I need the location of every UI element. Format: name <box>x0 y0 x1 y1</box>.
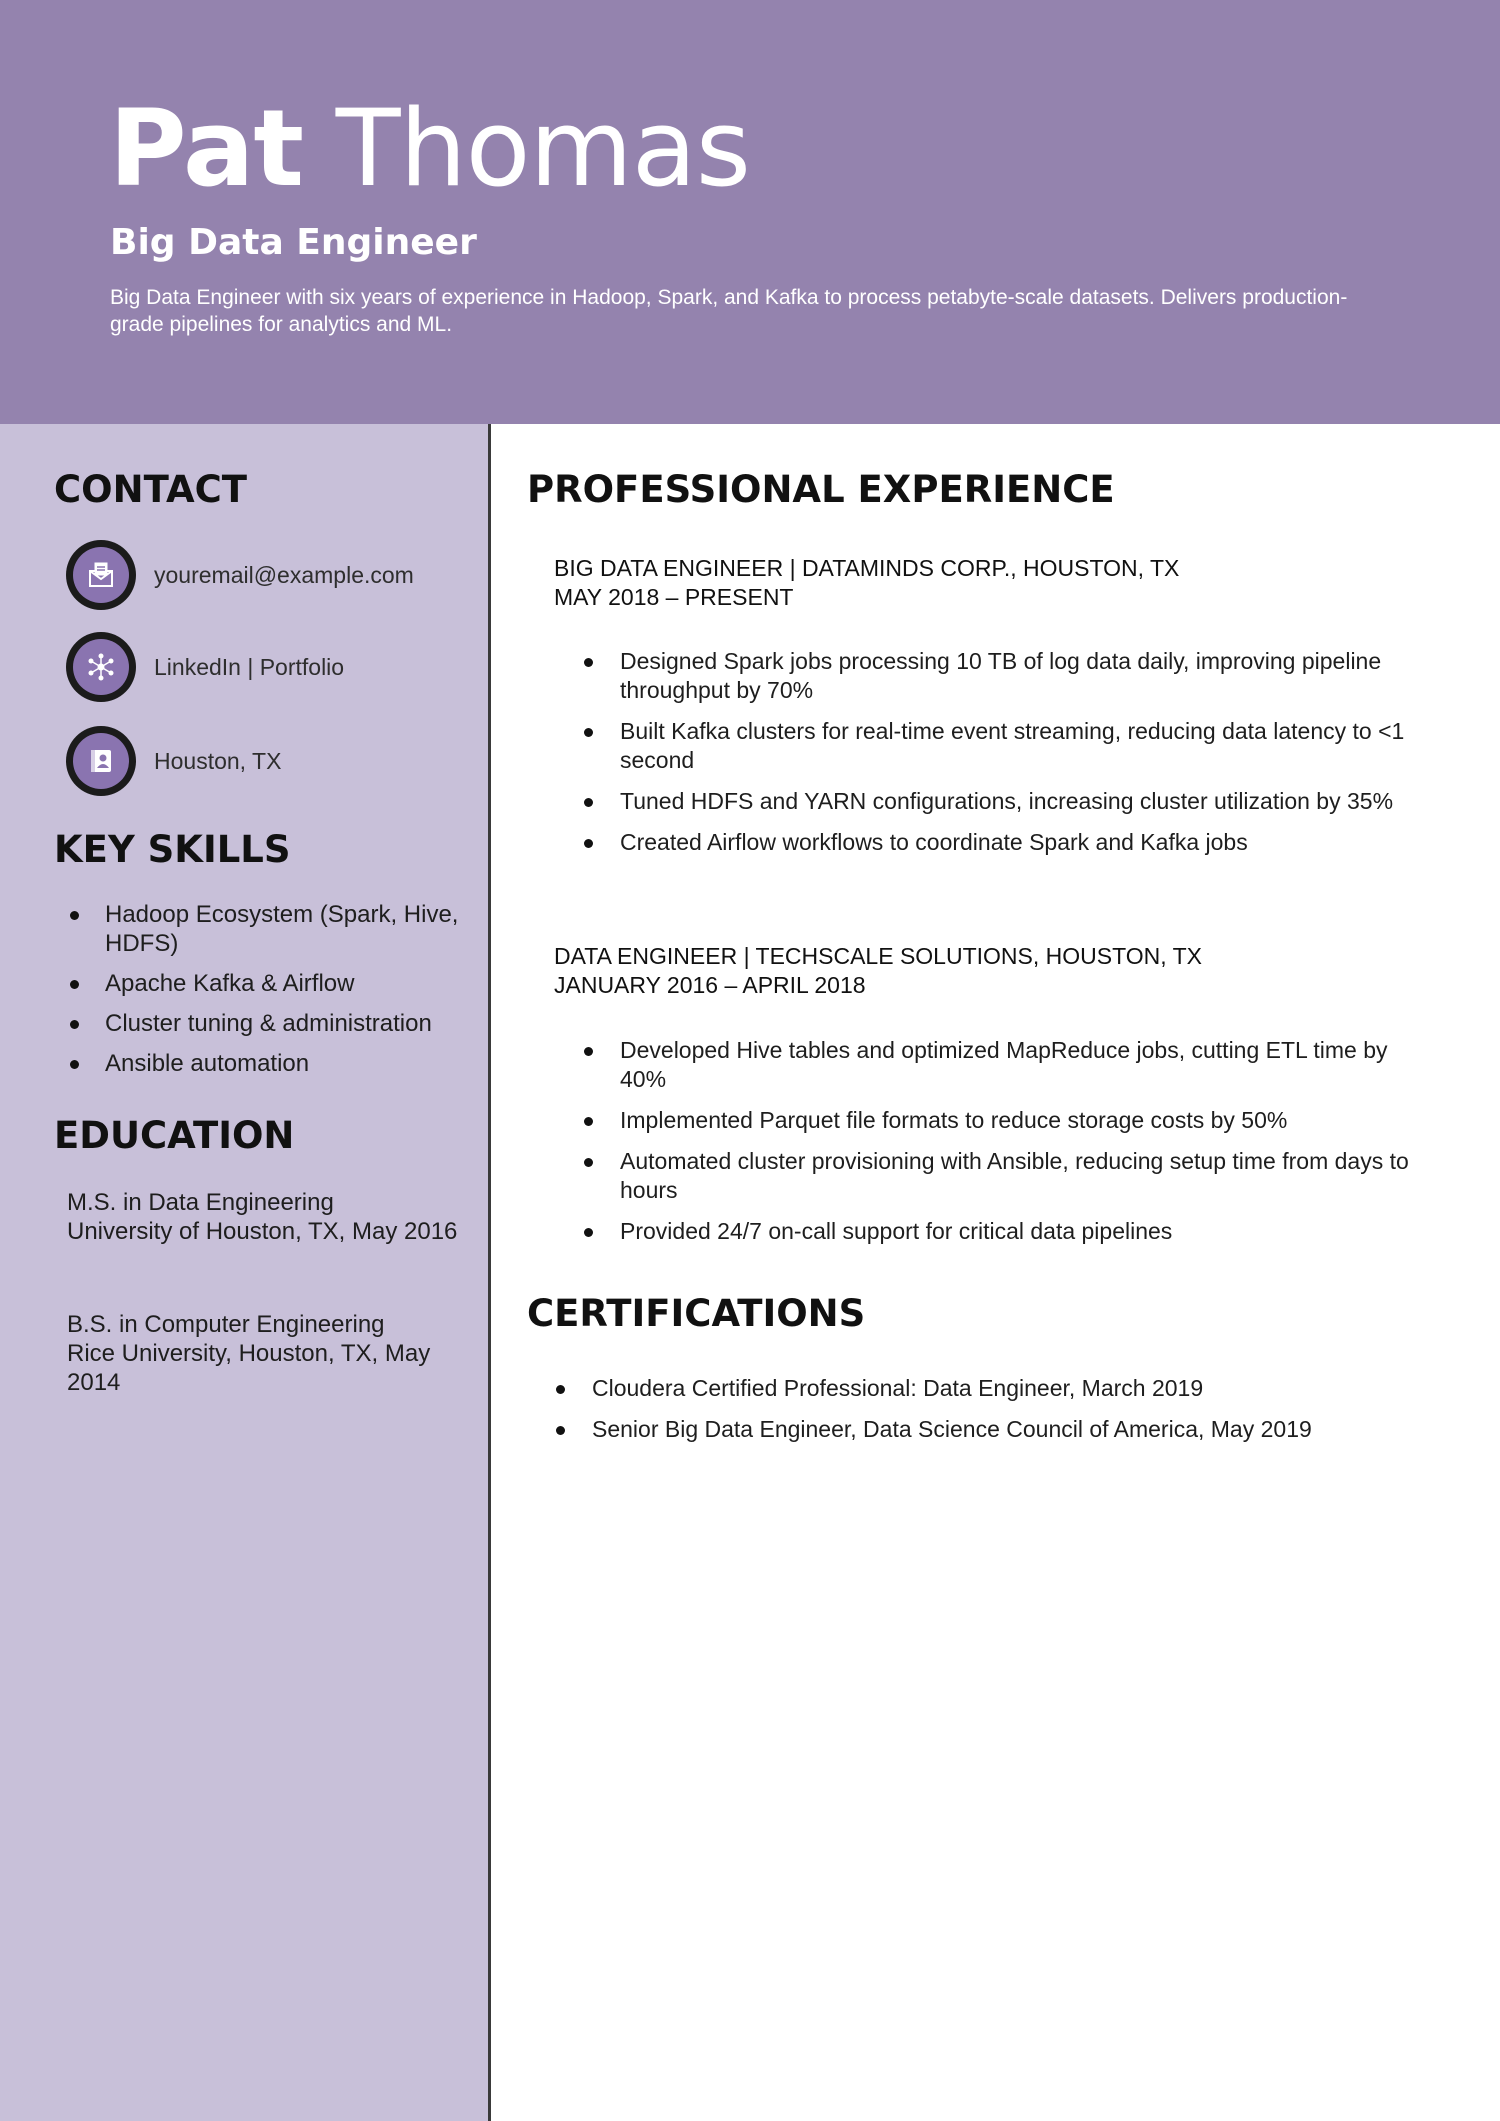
job-bullets <box>582 647 1412 869</box>
job-header <box>554 554 1179 612</box>
education-item <box>67 1310 467 1397</box>
job-bullets <box>582 1036 1412 1258</box>
job-title-line: DATA ENGINEER | TECHSCALE SOLUTIONS, HOUSTON, TX <box>554 943 1202 969</box>
job-bullet: Developed Hive tables and optimized MapReduce jobs, cutting ETL time by 40% <box>582 1036 1412 1094</box>
education-degree: B.S. in Computer Engineering <box>67 1311 385 1338</box>
certifications-list <box>554 1374 1384 1456</box>
skill-item: Cluster tuning & administration <box>64 1009 464 1038</box>
education-item <box>67 1188 467 1246</box>
location-text: Houston, TX <box>154 748 282 774</box>
job-dates: JANUARY 2016 – APRIL 2018 <box>554 972 866 998</box>
skill-item: Apache Kafka & Airflow <box>64 969 464 998</box>
education-degree: M.S. in Data Engineering <box>67 1189 334 1216</box>
skills-list <box>64 900 464 1089</box>
job-title-line: BIG DATA ENGINEER | DATAMINDS CORP., HOUSTON, TX <box>554 555 1180 581</box>
job-bullet: Provided 24/7 on-call support for critical data pipelines <box>582 1217 1412 1246</box>
contact-heading: CONTACT <box>54 468 247 511</box>
header-banner <box>0 0 1500 424</box>
certification-item: Cloudera Certified Professional: Data Engineer, March 2019 <box>554 1374 1384 1403</box>
education-school: Rice University, Houston, TX, May 2014 <box>67 1340 431 1396</box>
job-bullet: Automated cluster provisioning with Ansible, reducing setup time from days to hours <box>582 1147 1412 1205</box>
last-name: Thomas <box>335 87 750 210</box>
job-dates: MAY 2018 – PRESENT <box>554 584 794 610</box>
first-name: Pat <box>109 87 304 210</box>
email-text: youremail@example.com <box>154 562 414 588</box>
contact-location <box>66 726 476 798</box>
contact-email[interactable] <box>66 540 476 612</box>
contact-links[interactable] <box>66 632 476 704</box>
skill-item: Hadoop Ecosystem (Spark, Hive, HDFS) <box>64 900 464 958</box>
contact-card-icon <box>66 726 136 796</box>
job-bullet: Built Kafka clusters for real-time event streaming, reducing data latency to <1 second <box>582 717 1412 775</box>
experience-heading: PROFESSIONAL EXPERIENCE <box>527 468 1115 511</box>
summary: Big Data Engineer with six years of experience in Hadoop, Spark, and Kafka to process petabyte-scale datasets. Delivers production-grade pipelines for analytics and ML. <box>110 286 1348 336</box>
skill-item: Ansible automation <box>64 1049 464 1078</box>
job-bullet: Tuned HDFS and YARN configurations, increasing cluster utilization by 35% <box>582 787 1412 816</box>
candidate-name <box>109 84 750 214</box>
job-bullet: Implemented Parquet file formats to reduce storage costs by 50% <box>582 1106 1412 1135</box>
job-title: Big Data Engineer <box>110 222 477 263</box>
envelope-icon <box>66 540 136 610</box>
job-header <box>554 942 1202 1000</box>
job-bullet: Designed Spark jobs processing 10 TB of log data daily, improving pipeline throughput by 70% <box>582 647 1412 705</box>
education-heading: EDUCATION <box>54 1114 295 1157</box>
skills-heading: KEY SKILLS <box>54 828 291 871</box>
job-bullet: Created Airflow workflows to coordinate Spark and Kafka jobs <box>582 828 1412 857</box>
column-divider <box>488 424 491 2121</box>
certification-item: Senior Big Data Engineer, Data Science Council of America, May 2019 <box>554 1415 1384 1444</box>
certifications-heading: CERTIFICATIONS <box>527 1292 866 1335</box>
education-school: University of Houston, TX, May 2016 <box>67 1218 458 1245</box>
network-icon <box>66 632 136 702</box>
links-text: LinkedIn | Portfolio <box>154 654 345 680</box>
